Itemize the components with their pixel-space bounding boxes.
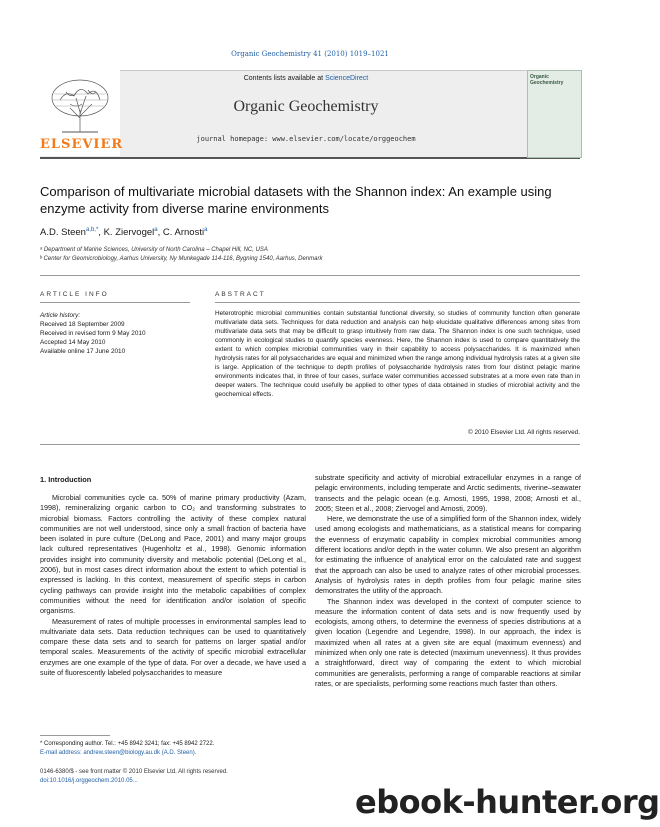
footnote-rule: [40, 735, 110, 736]
doi-link[interactable]: doi:10.1016/j.orggeochem.2010.05...: [40, 777, 138, 784]
history-item: Received 18 September 2009: [40, 321, 125, 328]
divider: [40, 444, 580, 445]
corresponding-author: * Corresponding author. Tel.: +45 8942 3241; fax: +45 8942 2722.: [40, 741, 215, 747]
abstract-text: Heterotrophic microbial communities contain substantial functional diversity, so studies of community function often generate multivariate data sets. Techniques for data reduction and analysis can help elucidate qualitative differences among sites from multivariate data sets that may be difficult to grasp intuitively from raw data. The Shannon index is one such technique, used commonly in ecological studies to quantify species evenness. Here, the Shannon index is used to compare quantitatively the extent to which complex microbial communities vary in their capability to access polysaccharides. It is maximized when hydrolysis rates for all polysaccharides are equal and minimized when the range among individual hydrolysis rates at a given site is large. Application of the technique to depth profiles of polysaccharide hydrolysis rates from four distinct pelagic marine environments indicates that, in three of four cases, surface water communities accessed substrates at a more even rate than in deeper waters. The technique could usefully be applied to other types of data obtained in studies of microbial activity and the geochemical effects.: [215, 310, 580, 398]
history-item: Available online 17 June 2010: [40, 348, 126, 355]
affiliation: ᵇ Center for Geomicrobiology, Aarhus University, Ny Munkegade 114-116, Bygning 1540, Aarhus, Denmark: [40, 256, 323, 262]
history-label: Article history:: [40, 312, 81, 319]
author-affil-sup[interactable]: a: [204, 227, 208, 233]
author-list: A.D. Steen$^{a,b,*}$, K. Ziervogel$^a$, C. Arnosti$^a$: [40, 227, 208, 239]
body-column-right: [315, 473, 581, 689]
journal-title: Organic Geochemistry: [233, 98, 379, 115]
body-paragraph: The Shannon index was developed in the context of computer science to measure the information content of data sets and is now frequently used by ecologists, among others, to determine the evenness of species distributions at a given location (Legendre and Legendre, 1998). In our approach, the index is maximized when all rates at a given site are equal (maximum evenness) and minimized when only one rate is detected (maximum unevenness). It thus provides a straightforward, direct way of comparing the extent to which microbial communities are generalists, performing a range of comparable reactions at similar rates, or are specialists, performing some reactions much faster than others.: [315, 596, 581, 688]
body-column-left: [40, 493, 306, 678]
history-item: Received in revised form 9 May 2010: [40, 330, 146, 337]
cover-title: Organic Geochemistry: [530, 74, 564, 86]
body-paragraph: Microbial communities cycle ca. 50% of marine primary productivity (Azam, 1998), remineralizing organic carbon to CO₂ and transforming substrates to microbial biomass. Factors controlling the activity of these complex natural communities are not well understood, since only a small fraction of bacteria have been isolated in pure culture (DeLong and Pace, 2001) and many major groups lack cultured representatives (Hugenholtz et al., 1998). Genomic information provides insight into community diversity and metabolic potential (DeLong et al., 2006), but in most cases direct information about the extent to which potential is expressed is lacking. In this context, measurement of specific steps in carbon cycling pathways can provide insight into the metabolic capabilities of complex communities without the need for identification and/or isolation of specific organisms.: [40, 493, 306, 616]
author-name: C. Arnosti: [162, 227, 205, 239]
divider: [40, 302, 190, 303]
abstract-heading: ABSTRACT: [215, 291, 266, 298]
divider: [40, 275, 580, 276]
author-affil-sup[interactable]: a: [154, 227, 158, 233]
abstract-copyright: © 2010 Elsevier Ltd. All rights reserved.: [468, 429, 580, 436]
divider: [215, 302, 580, 303]
issn-line: 0146-6380/$ - see front matter © 2010 Elsevier Ltd. All rights reserved.: [40, 769, 228, 775]
author-name: K. Ziervogel: [103, 227, 155, 239]
article-info-heading: ARTICLE INFO: [40, 291, 109, 298]
journal-reference[interactable]: Organic Geochemistry 41 (2010) 1019–1021: [231, 50, 389, 58]
author-name: A.D. Steen: [40, 227, 86, 239]
footnote: [40, 740, 300, 757]
history-item: Accepted 14 May 2010: [40, 339, 106, 346]
body-paragraph: Measurement of rates of multiple processes in environmental samples lead to multivariate data sets. Data reduction techniques can be used to quantitatively compare these data sets and to search for patterns on larger spatial and/or temporal scales. Measurements of the activity of specific microbial extracellular enzymes are one example of the type of data. For over a decade, we have used a suite of fluorescently labeled polysaccharides to measure: [40, 616, 306, 678]
sciencedirect-link[interactable]: ScienceDirect: [325, 75, 369, 82]
elsevier-wordmark: ELSEVIER: [40, 137, 124, 152]
author-affil-sup[interactable]: a,b,*: [85, 227, 99, 233]
author-email[interactable]: E-mail address: andrew.steen@biology.au.dk (A.D. Steen).: [40, 749, 197, 756]
contents-line: [130, 75, 482, 82]
article-title: Comparison of multivariate microbial datasets with the Shannon index: An example using enzyme activity from diverse marine environments: [40, 184, 552, 216]
journal-homepage[interactable]: journal homepage: www.elsevier.com/locate/orggeochem: [196, 135, 416, 143]
article-history: [40, 311, 190, 356]
page-footer: [40, 768, 340, 785]
section-heading-introduction: 1. Introduction: [40, 475, 92, 484]
contents-prefix: Contents lists available at: [243, 75, 326, 82]
watermark-text: ebook-hunter.org: [355, 783, 660, 821]
affiliation: ᵃ Department of Marine Sciences, University of North Carolina – Chapel Hill, NC, USA: [40, 247, 268, 253]
body-paragraph: substrate specificity and activity of microbial extracellular enzymes in a range of pelagic environments, including temperate and Arctic sediments, riverine–seawater transects and the pelagic ocean (e.g. Arnosti, 1995, 1998, 2008; Arnosti et al., 2005; Steen et al., 2008; Ziervogel and Arnosti, 2009).: [315, 473, 581, 513]
body-paragraph: Here, we demonstrate the use of a simplified form of the Shannon index, widely used among ecologists and mathematicians, as a statistical means for comparing the evenness of enzymatic capability in complex microbial communities among different locations and/or depth in the water column. We also present an algorithm for estimating the influence of analytical error on the calculated rate and suggest that the approach can also be used to analyze rates of other microbial processes. Analysis of hydrolysis rates in depth profiles from four pelagic marine sites demonstrates the utility of the approach.: [315, 514, 581, 596]
